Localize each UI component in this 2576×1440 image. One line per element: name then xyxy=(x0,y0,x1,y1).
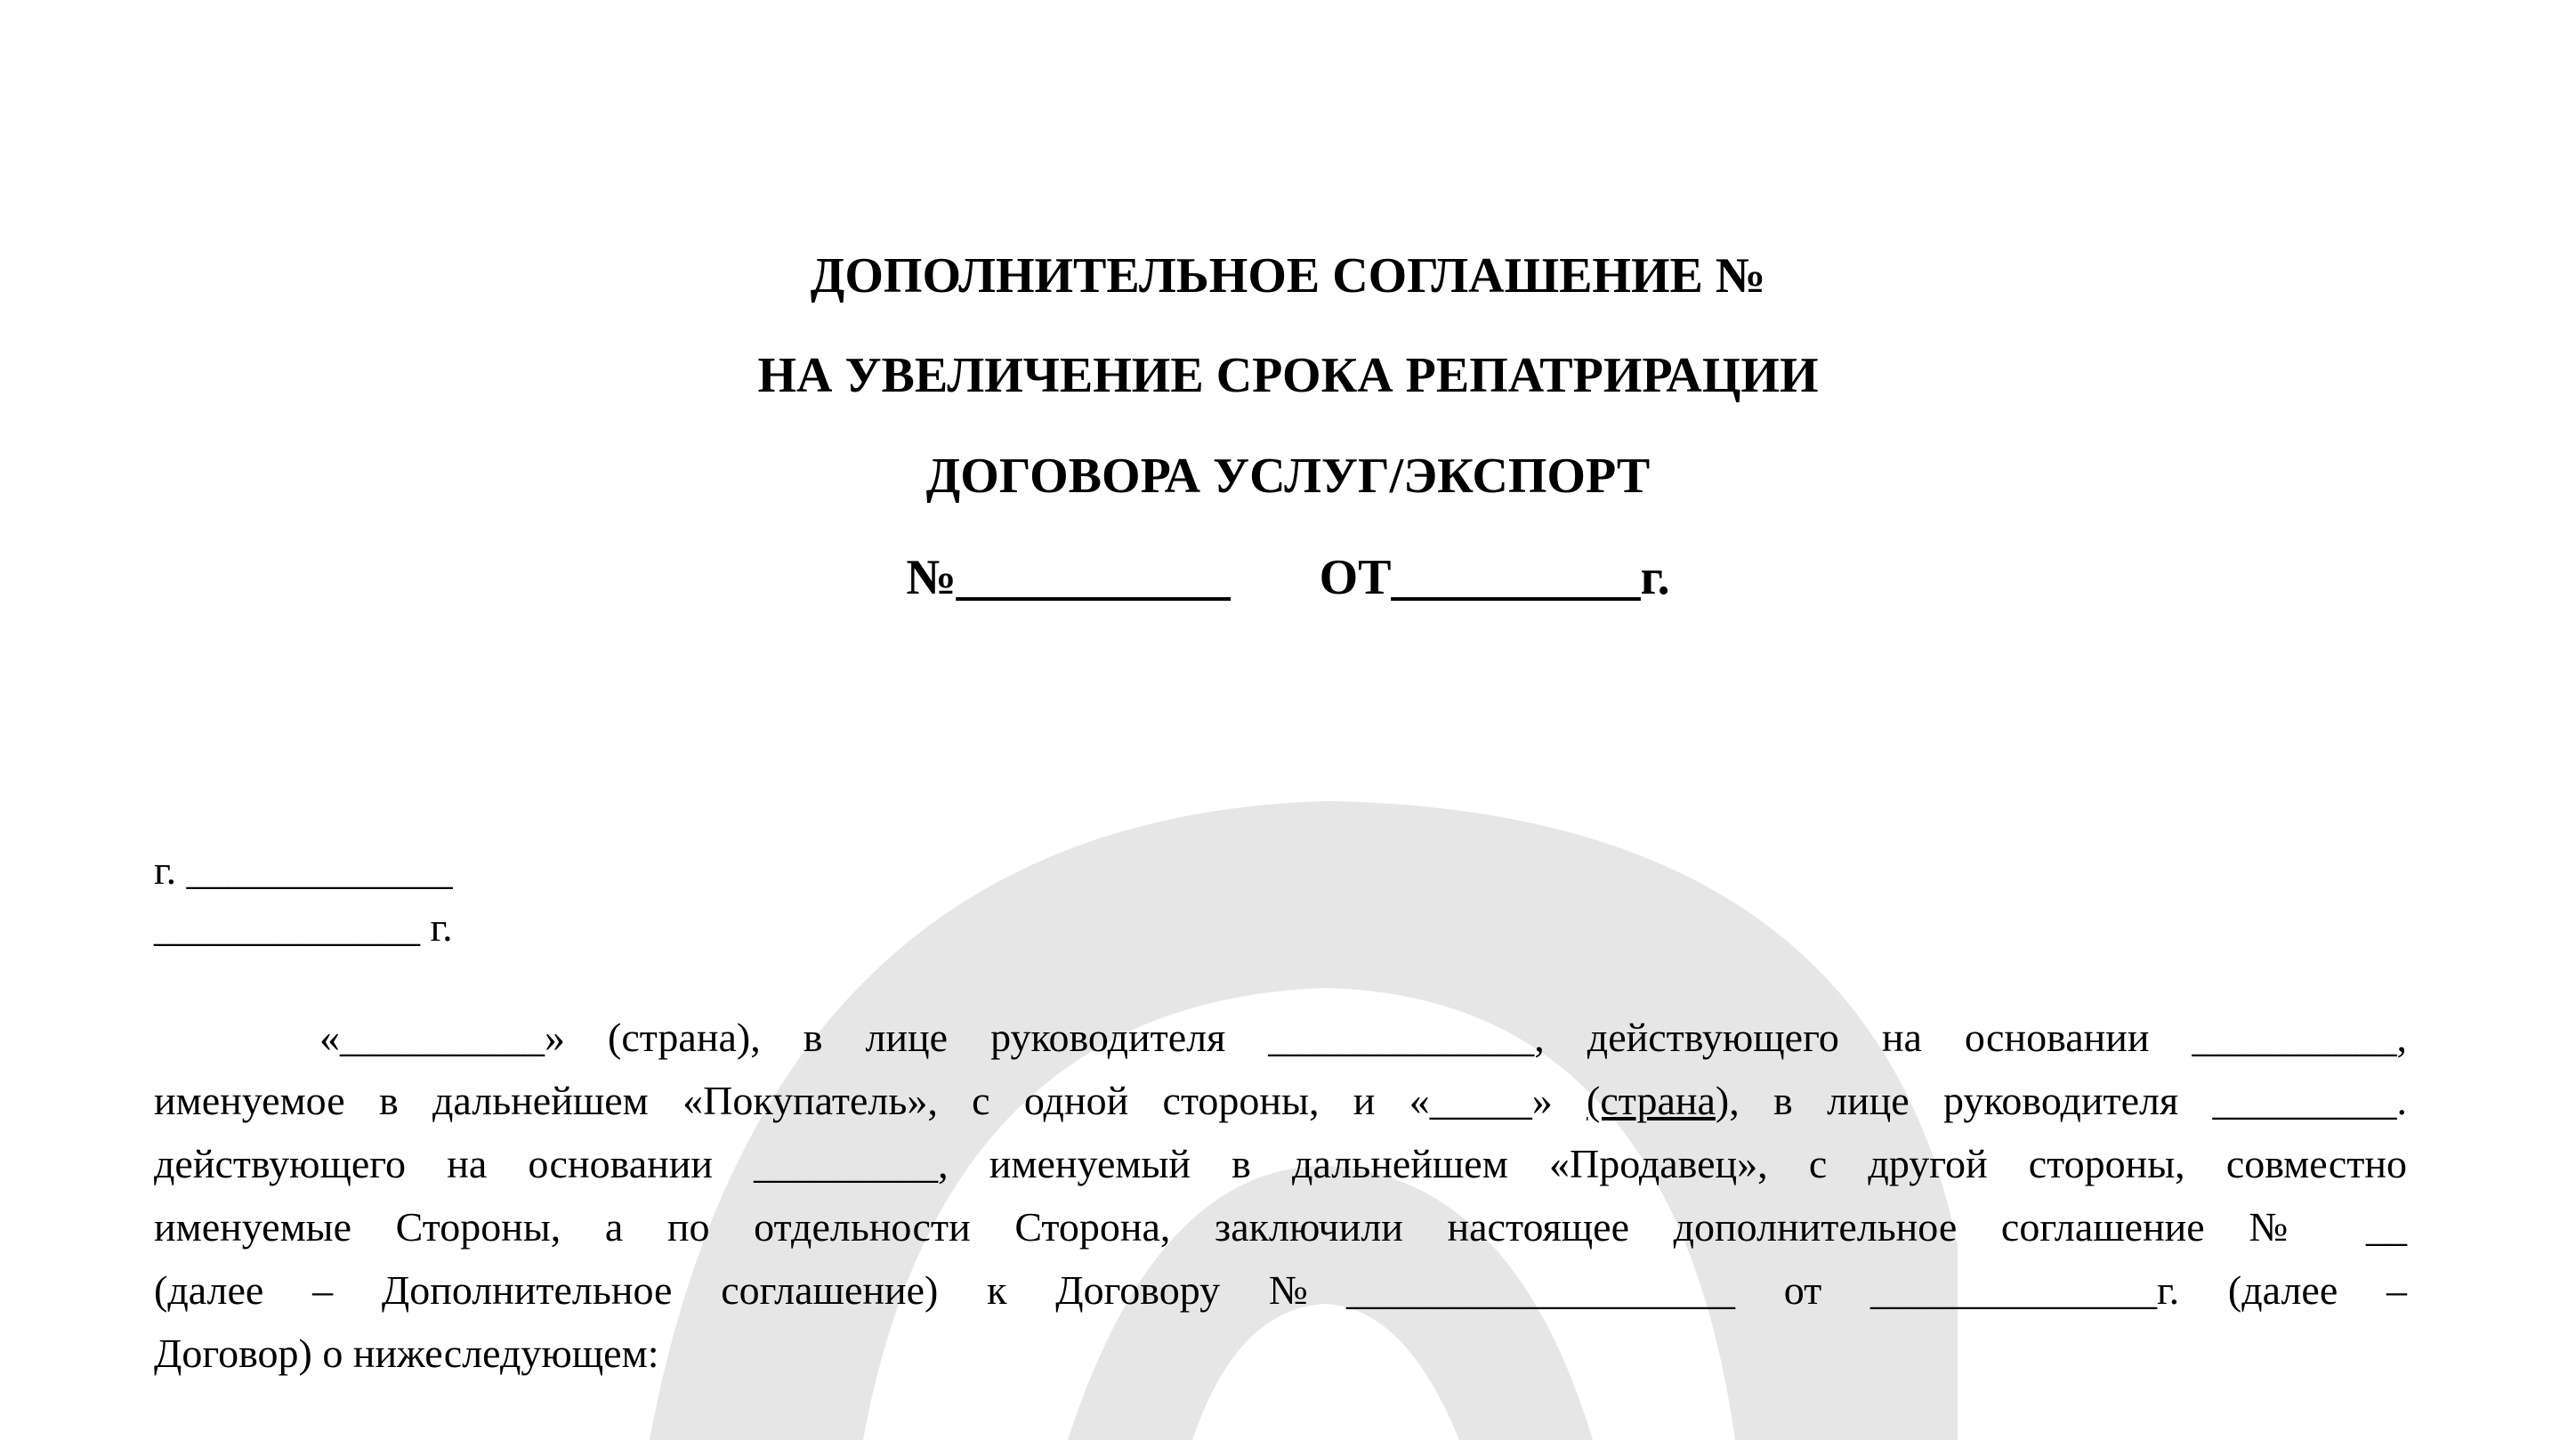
paragraph-line-2 xyxy=(154,1069,2407,1132)
title-line-3: ДОГОВОРА УСЛУГ/ЭКСПОРТ xyxy=(925,449,1651,504)
title-number-date-line xyxy=(0,549,2576,606)
paragraph-line-1: «__________» (страна), в лице руководителя _____________, действующего на основании __________, xyxy=(319,1015,2407,1060)
title-date-field: ОТ__________г. xyxy=(1319,550,1670,605)
title-line-2: НА УВЕЛИЧЕНИЕ СРОКА РЕПАТРИРАЦИИ xyxy=(757,348,1819,403)
title-line-1: ДОПОЛНИТЕЛЬНОЕ СОГЛАШЕНИЕ № xyxy=(810,248,1766,303)
paragraph-line-6: Договор) о нижеследующем: xyxy=(154,1331,659,1376)
paragraph-line-2-end: ), в лице руководителя _________. xyxy=(1715,1078,2407,1123)
paragraph-line-2-start: именуемое в дальнейшем «Покупатель», с одной стороны, и «_____» xyxy=(154,1078,1587,1123)
paragraph-line-5: (далее – Дополнительное соглашение) к Договору №___________________ от ______________г. (далее – xyxy=(154,1267,2407,1313)
paragraph-line-4: именуемые Стороны, а по отдельности Сторона, заключили настоящее дополнительное соглашение № __ xyxy=(154,1204,2407,1250)
city-date-block xyxy=(154,842,453,956)
city-line: г. _____________ xyxy=(154,847,453,893)
paragraph-line-3: действующего на основании _________, именуемый в дальнейшем «Продавец», с другой стороны, совместно xyxy=(154,1141,2407,1186)
title-number-field: №___________ xyxy=(906,550,1231,605)
underlined-country: (страна xyxy=(1587,1078,1716,1123)
preamble-paragraph xyxy=(154,1006,2407,1385)
date-line: _____________ г. xyxy=(154,904,453,950)
